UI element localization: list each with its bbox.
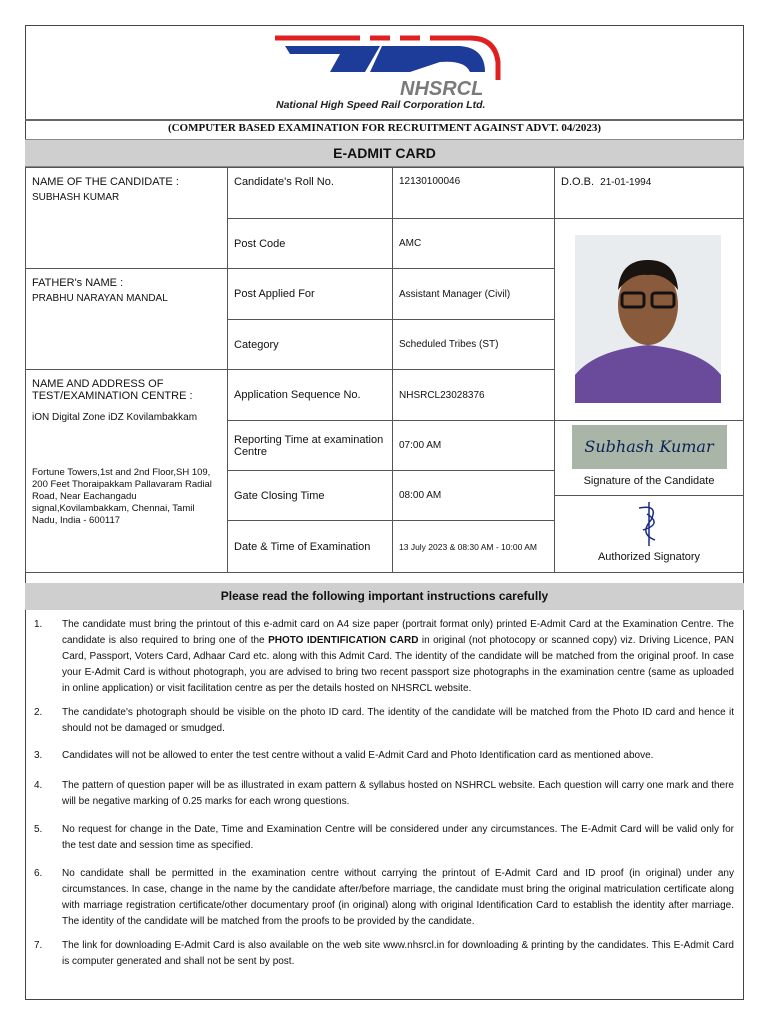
field-label-cell (227, 167, 393, 219)
field-value-cell (392, 218, 555, 269)
field-label-cell (227, 520, 393, 573)
divider (25, 119, 744, 121)
exam-centre-label: NAME AND ADDRESS OF TEST/EXAMINATION CENTRE : (32, 378, 193, 402)
instruction-number: 2. (34, 707, 43, 718)
page-title: E-ADMIT CARD (25, 139, 744, 167)
instruction-number: 7. (34, 940, 43, 951)
logo-text: NHSRCL (400, 78, 484, 100)
candidate-photo (575, 235, 721, 403)
instruction-item (34, 778, 734, 810)
authorized-signature (629, 500, 669, 548)
instruction-item (34, 822, 734, 854)
dob-value: 21-01-1994 (600, 177, 652, 188)
instruction-text: No candidate shall be permitted in the examination centre without carrying the printout of E-Admit Card and ID proof (in original) under any circumstances. In case, change in the name by the candidate after/before marriage, the candidate must bring the original matriculation certificate along with marriage registration certificate/other documentary proof (in original) along with original Identification Card to establish the identity after marriage. The identity of the candidate will be matched from the proofs to be provided by the candidate. (62, 868, 734, 927)
exam-centre-cell (25, 369, 228, 573)
field-label-cell (227, 319, 393, 370)
field-value-cell (392, 369, 555, 421)
field-value: Assistant Manager (Civil) (399, 288, 511, 300)
field-value: 07:00 AM (399, 440, 442, 451)
field-value-cell (392, 520, 555, 573)
field-value: AMC (399, 238, 422, 249)
authorized-signatory-label: Authorized Signatory (597, 551, 701, 563)
instruction-text: No request for change in the Date, Time and Examination Centre will be considered under any circumstances. The E-Admit Card will be valid only for the test date and session time as specified. (62, 824, 734, 851)
instruction-text: The candidate must bring the printout of this e-admit card on A4 size paper (portrait format only) printed E-Admit Card at the Examination Centre. The candidate is also required to bring one of the PHOTO IDENTIFICATION CARD in original (not photocopy or scanned copy) viz. Driving Licence, PAN Card, Passport, Voters Card, Adhaar Card etc. along with this Admit Card. The identity of the candidate will be matched from the original proof. In case your E-Admit Card is without photograph, you are advised to bring two recent passport size photographs in the examination centre (same as uploaded in online application) or visit facilitation centre as per the details hosted on NHSRCL website. (62, 619, 734, 694)
field-value: 08:00 AM (399, 490, 442, 501)
field-label: Gate Closing Time (234, 489, 325, 502)
field-value: NHSRCL23028376 (399, 389, 485, 401)
field-label: Application Sequence No. (234, 389, 361, 401)
instruction-text: The pattern of question paper will be as illustrated in exam pattern & syllabus hosted on NSHRCL website. Each question will carry one mark and there will be negative marking of 0.25 marks for each wrong questions. (62, 780, 734, 807)
instruction-text: The link for downloading E-Admit Card is also available on the web site www.nhsrcl.in for downloading & printing by the candidates. This E-Admit Card is computer generated and shall not be sent by post. (62, 940, 734, 967)
dob-cell (554, 167, 744, 219)
instruction-item (34, 748, 734, 764)
field-label: Post Code (234, 237, 286, 250)
instruction-number: 6. (34, 868, 43, 879)
field-label-cell (227, 268, 393, 320)
candidate-name: SUBHASH KUMAR (32, 192, 120, 203)
signature-cell (554, 420, 744, 496)
signature-label: Signature of the Candidate (583, 475, 715, 487)
field-label: Reporting Time at examination Centre (234, 433, 384, 458)
instruction-number: 4. (34, 780, 43, 791)
instruction-number: 1. (34, 619, 43, 630)
dob-label: D.O.B. (561, 176, 595, 188)
organization-name: National High Speed Rail Corporation Ltd. (276, 99, 486, 111)
candidate-signature: Subhash Kumar (572, 425, 727, 469)
instruction-text: The candidate's photograph should be visible on the photo ID card. The identity of the candidate will be matched from the Photo ID card and hence it should not be damaged or smudged. (62, 707, 734, 734)
instructions-heading: Please read the following important instructions carefully (25, 583, 744, 610)
instruction-item (34, 617, 734, 697)
exam-centre-name: iON Digital Zone iDZ Kovilambakkam (32, 412, 198, 423)
instruction-item (34, 938, 734, 970)
field-label-cell (227, 369, 393, 421)
candidate-name-label: NAME OF THE CANDIDATE : (32, 176, 179, 188)
field-value: 13 July 2023 & 08:30 AM - 10:00 AM (399, 541, 537, 552)
instruction-item (34, 866, 734, 930)
field-value-cell (392, 420, 555, 471)
father-name-cell (25, 268, 228, 370)
field-value: Scheduled Tribes (ST) (399, 339, 499, 350)
field-label-cell (227, 218, 393, 269)
field-value-cell (392, 470, 555, 521)
exam-subtitle: (COMPUTER BASED EXAMINATION FOR RECRUITMENT AGAINST ADVT. 04/2023) (167, 122, 602, 134)
field-value-cell (392, 167, 555, 219)
instruction-item (34, 705, 734, 737)
instruction-number: 3. (34, 750, 43, 761)
exam-centre-address: Fortune Towers,1st and 2nd Floor,SH 109, 200 Feet Thoraipakkam Pallavaram Radial Road, Near Eachangadu signal,Kovilambakkam, Chennai, Tamil Nadu, India - 600117 (32, 467, 212, 526)
field-label: Post Applied For (234, 288, 315, 300)
father-name: PRABHU NARAYAN MANDAL (32, 293, 168, 304)
emphasis: PHOTO IDENTIFICATION CARD (268, 635, 419, 646)
field-label: Candidate's Roll No. (234, 176, 334, 188)
field-label: Date & Time of Examination (234, 540, 371, 553)
field-value-cell (392, 319, 555, 370)
candidate-name-cell (25, 167, 228, 269)
field-value-cell (392, 268, 555, 320)
instruction-number: 5. (34, 824, 43, 835)
authorized-signatory-cell (554, 495, 744, 573)
instruction-text: Candidates will not be allowed to enter the test centre without a valid E-Admit Card and Photo Identification card as mentioned above. (62, 750, 654, 761)
photo-cell (554, 218, 744, 421)
field-label: Category (234, 338, 279, 351)
field-value: 12130100046 (399, 176, 461, 187)
field-label-cell (227, 420, 393, 471)
father-name-label: FATHER's NAME : (32, 277, 124, 289)
field-label-cell (227, 470, 393, 521)
